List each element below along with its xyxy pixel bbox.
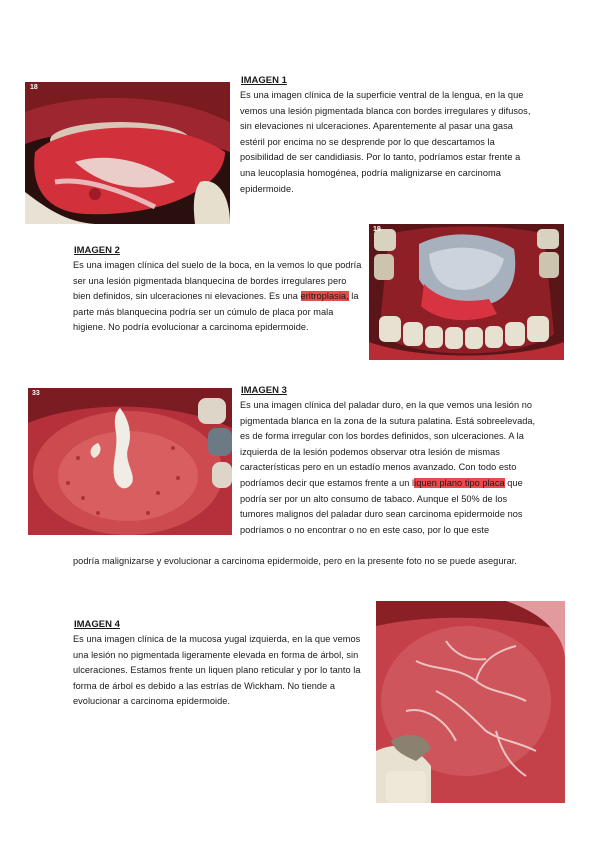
buccal-mucosa-photo bbox=[376, 601, 565, 803]
highlighted-term: iquen plano tipo placa bbox=[414, 477, 505, 488]
imagen-1-description: Es una imagen clínica de la superficie ventral de la lengua, en la que vemos una lesión pigmentada blanca con bordes irregulares y difusos, sin elevaciones ni ulceraciones. Aparentemente al pasar una gasa estéril por encima no se desprende por lo que descartamos la posibilidad de ser candidiasis. Por lo tanto, podríamos estar frente a una leucoplasia homogénea, podría malignizarse en carcinoma epidermoide. bbox=[240, 90, 531, 194]
tongue-lesion-photo bbox=[25, 82, 230, 224]
imagen-4-description: Es una imagen clínica de la mucosa yugal izquierda, en la que vemos una lesión no pigmentada ligeramente elevada en forma de árbol, sin ulceraciones. Estamos frente un liquen plano reticular y por lo tanto la forma de árbol es debido a las estrías de Wickham. No tiende a evolucionar a carcinoma epidermoide. bbox=[73, 634, 361, 707]
imagen-3-description-continued: podría malignizarse y evolucionar a carcinoma epidermoide, pero en la presente foto no se puede asegurar. bbox=[73, 556, 517, 566]
imagen-4-heading: IMAGEN 4 bbox=[74, 619, 120, 630]
photo-number-label: 33 bbox=[32, 390, 40, 397]
text-segment: la parte más blanquecina podría ser un cúmulo de placa por mala higiene. No podría evolucionar a carcinoma epidermoide. bbox=[73, 291, 359, 333]
text-segment: Es una imagen clínica del paladar duro, en la que vemos una lesión no pigmentada blanca en la zona de la sutura palatina. Está sobreelevada, es de forma irregular con los bordes definidos, son ulceraciones. A la izquierda de la lesión podemos observar otra lesión de mismas características pero en un estadío menos avanzado. Con todo esto podríamos decir que estamos frente a un l bbox=[240, 400, 536, 488]
text-segment: que podría ser por un alto consumo de tabaco. Aunque el 50% de los tumores malignos del paladar duro sean carcinoma epidermoide nos podríamos o no encontrar o no en este caso, por lo que este bbox=[240, 477, 523, 535]
imagen-3-heading: IMAGEN 3 bbox=[241, 385, 287, 396]
highlighted-term: eritroplasia, bbox=[300, 291, 349, 302]
imagen-2-description bbox=[73, 258, 365, 336]
imagen-3-description bbox=[240, 398, 536, 538]
imagen-1-heading: IMAGEN 1 bbox=[241, 75, 287, 86]
hard-palate-photo bbox=[28, 388, 232, 535]
photo-number-label: 18 bbox=[30, 84, 38, 91]
floor-of-mouth-photo bbox=[369, 224, 564, 360]
photo-number-label: 19 bbox=[373, 226, 381, 233]
text-segment: Es una imagen clínica del suelo de la boca, en la vemos lo que podría ser una lesión pigmentada blanquecina de bordes irregulares pero bien definidos, sin ulceraciones ni elevaciones. Es una bbox=[73, 260, 362, 302]
imagen-2-heading: IMAGEN 2 bbox=[74, 245, 120, 256]
